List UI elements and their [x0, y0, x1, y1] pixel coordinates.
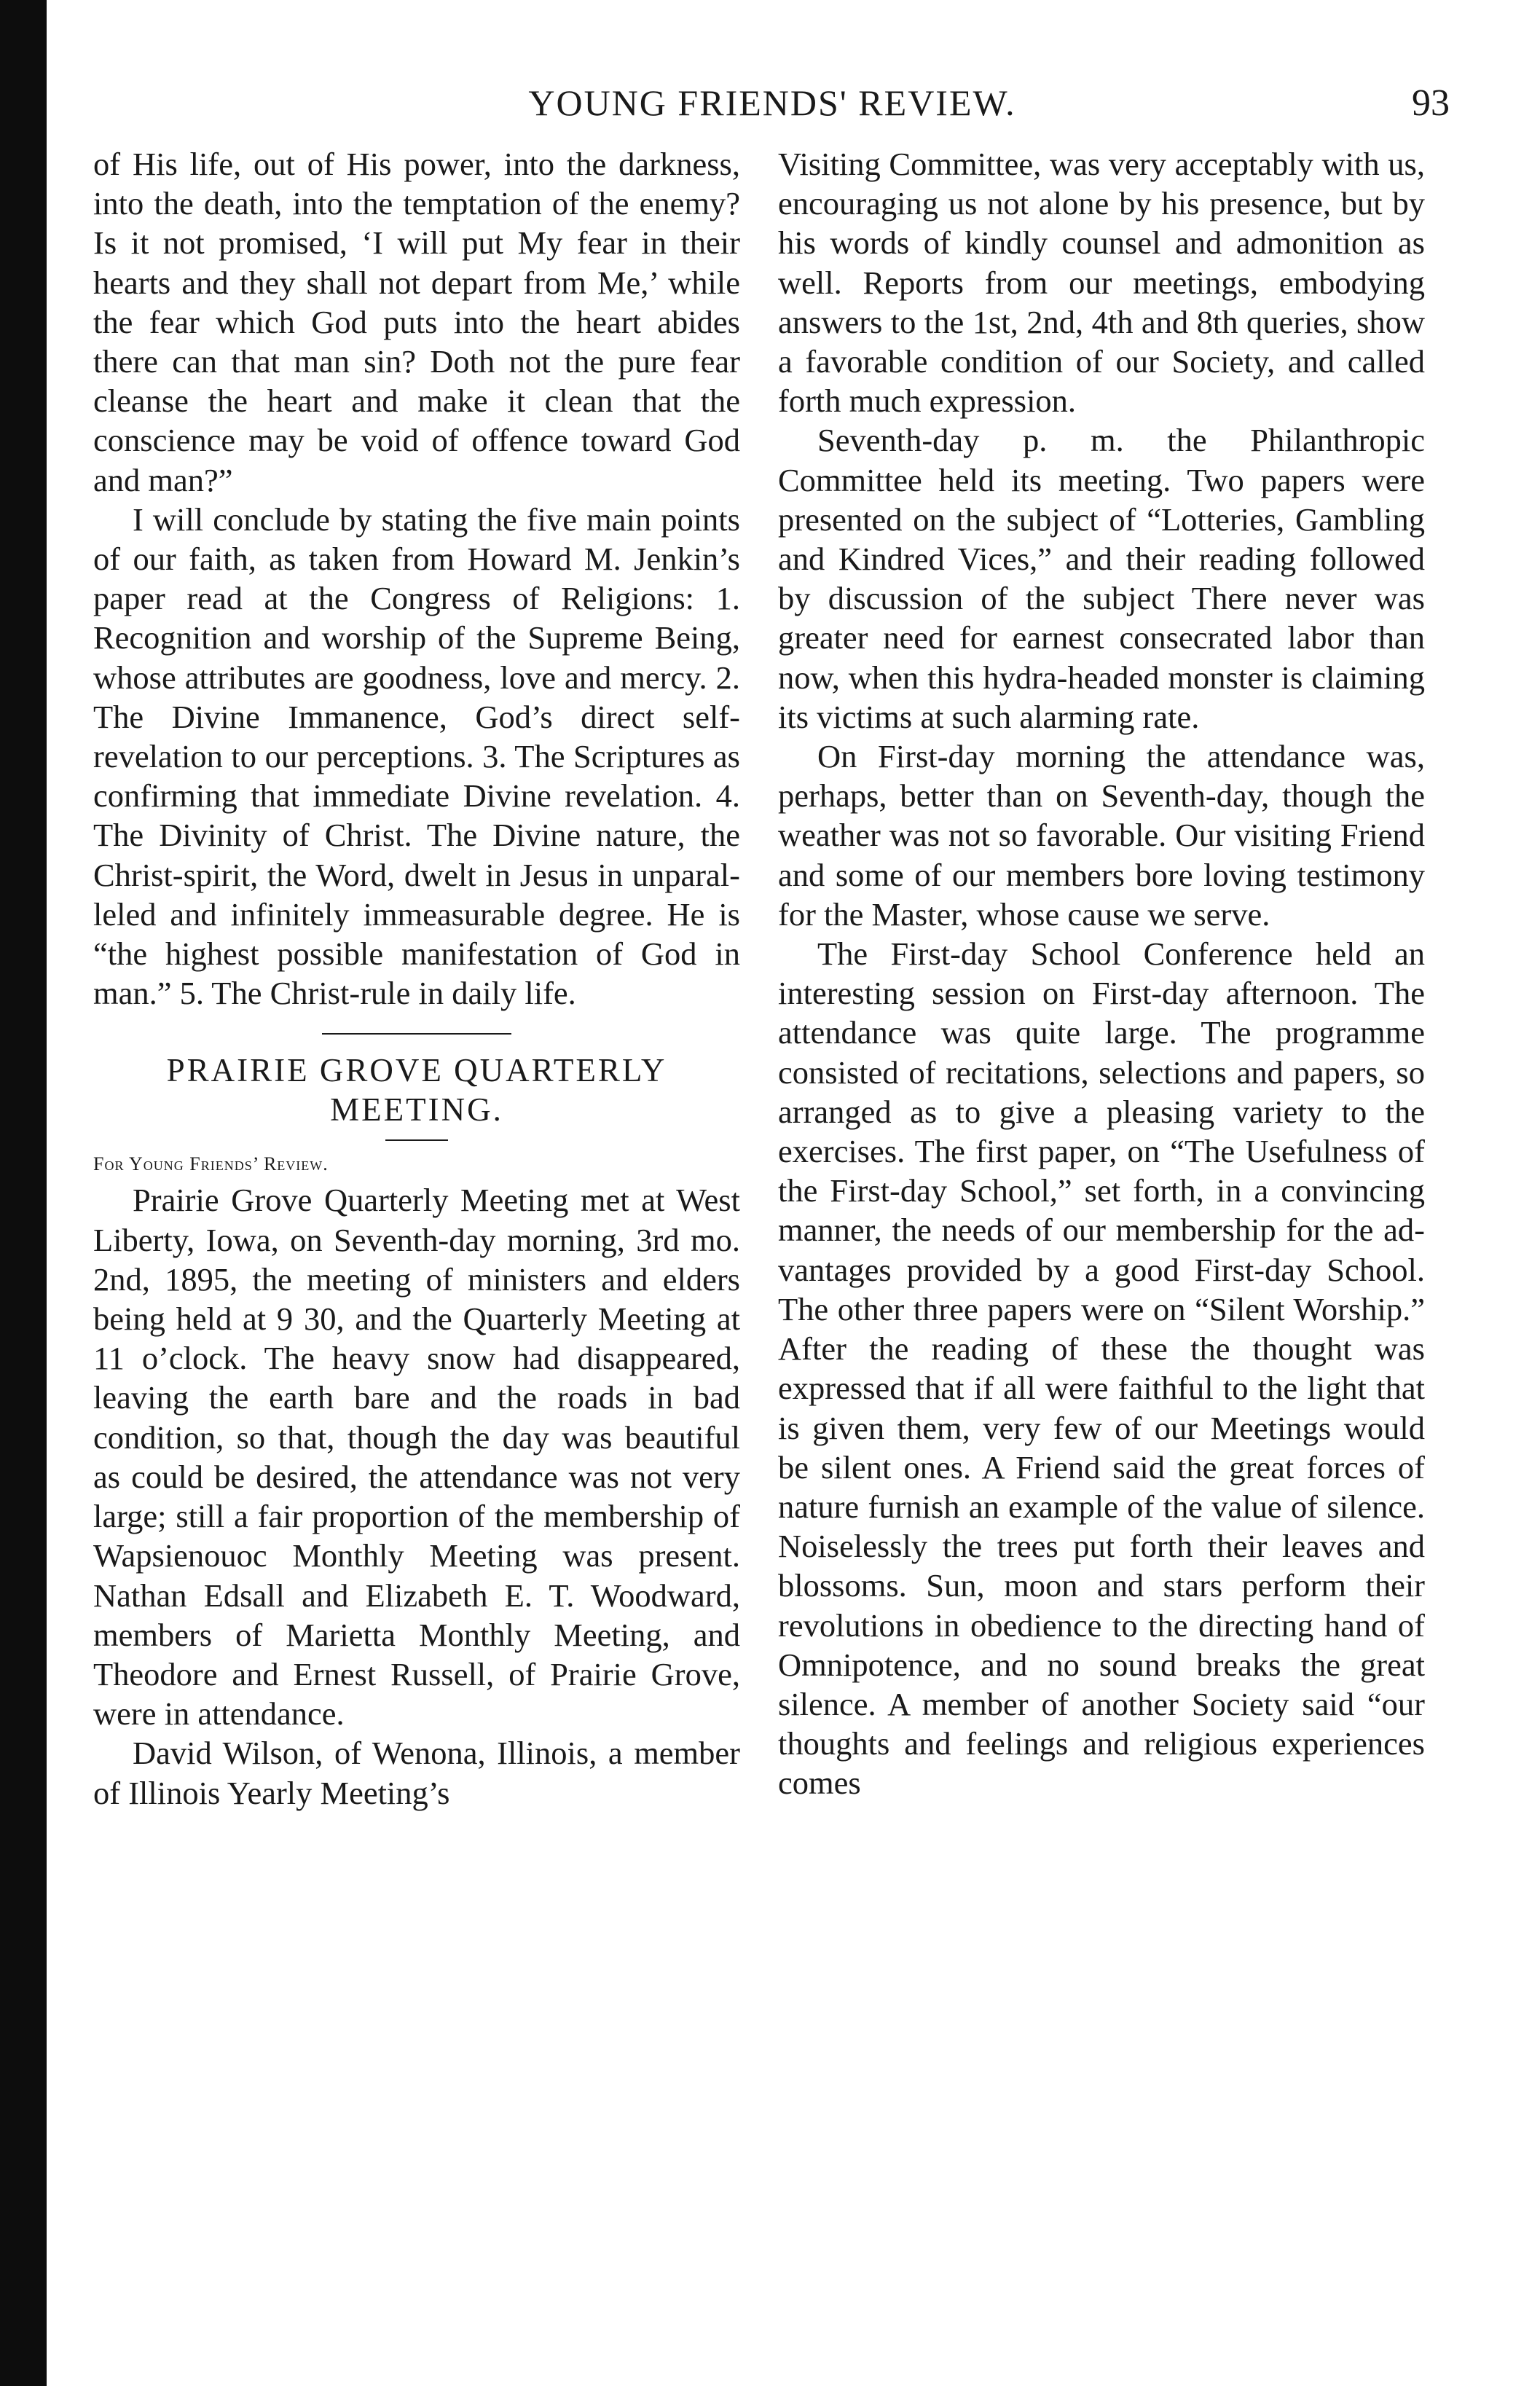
left-column — [93, 144, 740, 1813]
paragraph: I will conclude by stating the five main points of our faith, as taken from Howard M. Jenkin’s paper read at the Congress of Religions: 1. Recognition and worship of the Supreme Being, whose attributes are goodness, love and mercy. 2. The Divine Immanence, God’s direct self-revelation to our perceptions. 3. The Scriptures as confirming that immediate Divine revelation. 4. The Divinity of Christ. The Divine nature, the Christ-spirit, the Word, dwelt in Jesus in unparalleled and infinitely immeasurable degree. He is “the highest possible manifestation of God in man.” 5. The Christ-rule in daily life. — [93, 501, 740, 1012]
section-title: PRAIRIE GROVE QUARTERLY MEETING. — [166, 1052, 667, 1129]
source-attribution: For Young Friends’ Review. — [93, 1153, 329, 1175]
right-column — [778, 144, 1425, 1803]
journal-title: YOUNG FRIENDS' REVIEW. — [528, 82, 1016, 123]
paragraph: Prairie Grove Quarterly Meeting met at West Liberty, Iowa, on Seventh-day morning, 3rd mo. 2nd, 1895, the meeting of ministers and elders being held at 9 30, and the Quarterly Meeting at 11 o’clock. The heavy snow had disappeared, leaving the earth bare and the roads in bad condition, so that, though the day was beautiful as could be desired, the attendance was not very large; still a fair proportion of the membership of Wapsienouoc Monthly Meeting was present. Nathan Edsall and Elizabeth E. T. Woodward, members of Marietta Monthly Meeting, and Theodore and Ernest Russell, of Prairie Grove, were in attendance. — [93, 1182, 740, 1732]
section-divider — [322, 1033, 511, 1035]
paragraph: Seventh-day p. m. the Philanthropic Committee held its meeting. Two papers were presented on the subject of “Lotteries, Gambling and Kindred Vices,” and their reading followed by discussion of the subject There never was greater need for earnest consecrated labor than now, when this hydra-headed monster is claiming its victims at such alarming rate. — [778, 422, 1425, 735]
paragraph: David Wilson, of Wenona, Illinois, a member of Illinois Yearly Meeting’s — [93, 1735, 740, 1811]
running-head — [95, 82, 1450, 133]
title-underline-rule — [385, 1139, 448, 1141]
paragraph: The First-day School Conference held an interesting session on First-day afternoon. The attendance was quite large. The programme consisted of recitations, selections and papers, so arranged as to give a pleasing variety to the exercises. The first paper, on “The Usefulness of the First-day School,” set forth, in a convincing manner, the needs of our membership for the advantages provided by a good First-day School. The other three papers were on “Silent Worship.” After the reading of these the thought was expressed that if all were faithful to the light that is given them, very few of our Meetings would be silent ones. A Friend said the great forces of nature furnish an example of the value of silence. Noiselessly the trees put forth their leaves and blossoms. Sun, moon and stars perform their revolutions in obedience to the directing hand of Omnipotence, and no sound breaks the great silence. A member of another Society said “our thoughts and feelings and religious experiences comes — [778, 935, 1425, 1802]
paragraph: of His life, out of His power, into the darkness, into the death, into the temptation of the enemy? Is it not promised, ‘I will put My fear in their hearts and they shall not depart from Me,’ while the fear which God puts into the heart abides there can that man sin? Doth not the pure fear cleanse the heart and make it clean that the conscience may be void of offence toward God and man?” — [93, 146, 740, 498]
page-number: 93 — [1412, 82, 1450, 124]
paragraph: On First-day morning the attendance was, perhaps, better than on Seventh-day, though the weather was not so favorable. Our visiting Friend and some of our members bore loving testimony for the Master, whose cause we serve. — [778, 738, 1425, 933]
paragraph: Visiting Committee, was very acceptably with us, encouraging us not alone by his presence, but by his words of kindly counsel and admonition as well. Reports from our meetings, embodying answers to the 1st, 2nd, 4th and 8th queries, show a favorable condition of our Society, and called forth much expression. — [778, 146, 1425, 420]
binding-edge-shadow — [0, 0, 47, 2386]
